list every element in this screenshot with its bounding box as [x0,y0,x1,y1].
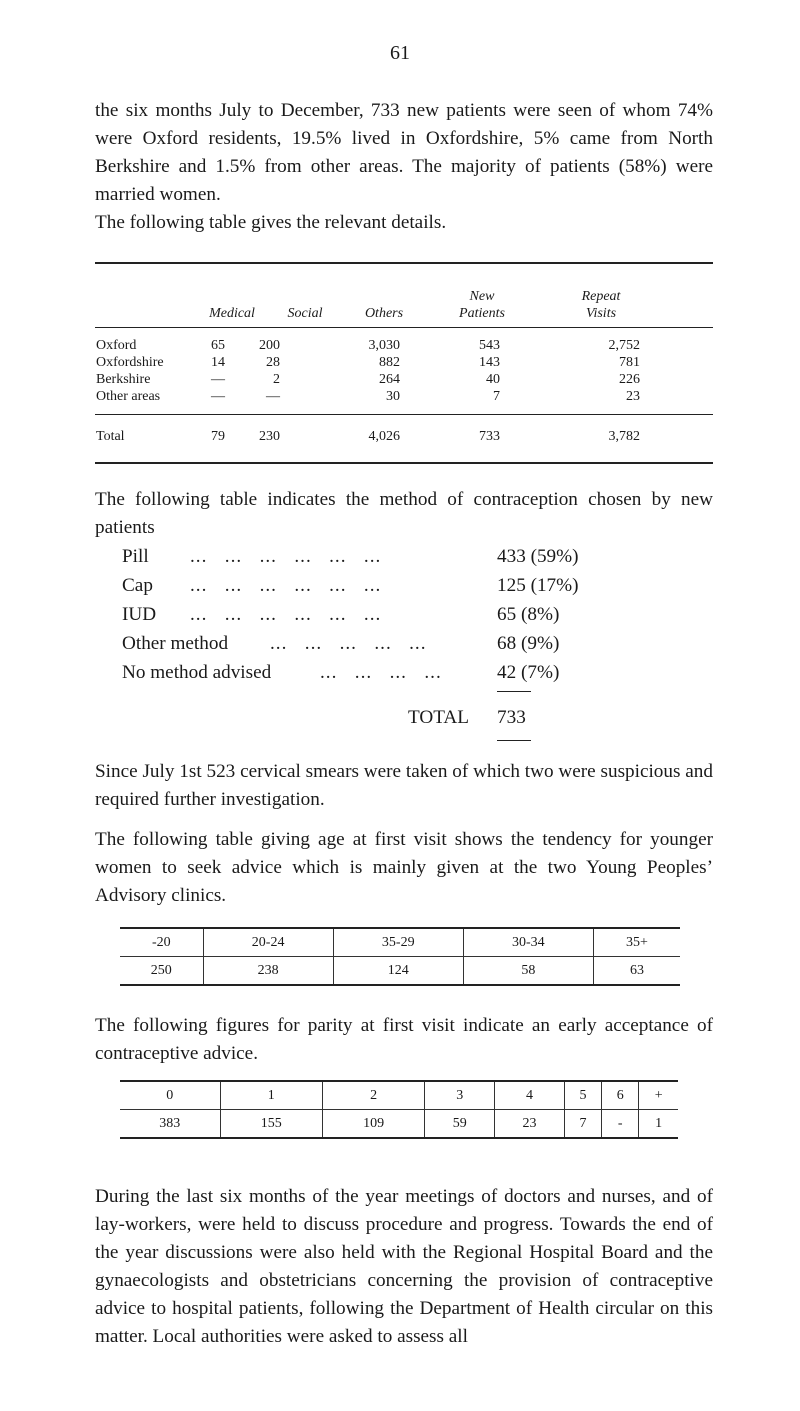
parity-header: 5 [564,1081,601,1110]
row-area: Other areas [96,389,161,404]
age-header: 35-29 [333,928,463,957]
method-value: 433 (59%) [497,546,579,567]
meetings-paragraph: During the last six months of the year meetings of doctors and nurses, and of lay-workers, were held to discuss procedure and progress. Towards the end of the year discussions were also held with the Regional Hospital Board and the gynaecologists and obstetricians concerning the provision of contraceptive advice to hospital patients, following the Department of Health circular on this matter. Local authorities were asked to assess all [95,1186,713,1347]
parity-header: 4 [495,1081,565,1110]
leader-dots: ... ... ... ... ... [270,633,427,654]
row-social: 28 [266,355,280,370]
parity-header: 1 [220,1081,322,1110]
table-row [120,957,680,986]
row-medical: 14 [211,355,225,370]
parity-header: 2 [322,1081,424,1110]
total-medical: 79 [211,429,225,444]
row-medical: 65 [211,338,225,353]
row-social: 200 [259,338,280,353]
row-new: 543 [479,338,500,353]
age-table [120,927,680,986]
row-others: 264 [379,372,400,387]
leader-dots: ... ... ... ... [320,662,442,683]
smears-paragraph: Since July 1st 523 cervical smears were taken of which two were suspicious and required further investigation. [95,761,713,810]
method-label: Other method [122,633,229,654]
methods-total-label: TOTAL [408,707,469,728]
parity-intro-paragraph: The following figures for parity at first visit indicate an early acceptance of contraceptive advice. [95,1015,713,1064]
table-row [120,928,680,957]
total-repeat: 3,782 [608,429,640,444]
leader-dots: ... ... ... ... ... ... [190,575,382,596]
age-value: 250 [120,957,203,986]
header-patients: Patients [459,306,505,321]
age-value: 238 [203,957,333,986]
row-area: Oxfordshire [96,355,164,370]
parity-header: 3 [425,1081,495,1110]
parity-value: 23 [495,1110,565,1139]
parity-value: 383 [120,1110,220,1139]
total-new: 733 [479,429,500,444]
method-value: 68 (9%) [497,633,560,654]
row-repeat: 226 [619,372,640,387]
row-repeat: 2,752 [608,338,640,353]
row-repeat: 781 [619,355,640,370]
parity-header: 6 [602,1081,639,1110]
header-repeat: Repeat [581,289,621,304]
table-intro-paragraph: The following table gives the relevant details. [95,212,447,233]
age-value: 124 [333,957,463,986]
header-social: Social [287,306,323,321]
leader-dots: ... ... ... ... ... ... [190,604,382,625]
methods-total-value: 733 [497,707,526,728]
table-bottom-rule [95,462,713,464]
age-header: -20 [120,928,203,957]
total-label: Total [96,429,125,444]
row-new: 40 [486,372,500,387]
parity-value: 59 [425,1110,495,1139]
table-row [120,1110,678,1139]
age-header: 30-34 [463,928,593,957]
method-value: 125 (17%) [497,575,579,596]
method-value: 65 (8%) [497,604,560,625]
row-new: 7 [493,389,500,404]
method-value: 42 (7%) [497,662,560,683]
page-number: 61 [390,42,410,64]
header-new: New [469,289,495,304]
row-others: 882 [379,355,400,370]
age-header: 35+ [593,928,680,957]
age-value: 63 [593,957,680,986]
method-label: Pill [122,546,149,567]
header-rule [95,327,713,328]
method-label: IUD [122,604,157,625]
age-intro-paragraph: The following table giving age at first visit shows the tendency for younger women to seek advice which is mainly given at the two Young Peoples’ Advisory clinics. [95,829,713,906]
header-visits: Visits [585,306,617,321]
table-top-rule [95,262,713,264]
row-social: — [266,389,280,404]
total-under-rule [497,740,531,741]
row-area: Berkshire [96,372,151,387]
row-medical: — [211,389,225,404]
age-header: 20-24 [203,928,333,957]
parity-header: + [639,1081,678,1110]
age-value: 58 [463,957,593,986]
parity-value: 155 [220,1110,322,1139]
row-others: 30 [386,389,400,404]
leader-dots: ... ... ... ... ... ... [190,546,382,567]
parity-table [120,1080,678,1139]
total-social: 230 [259,429,280,444]
row-new: 143 [479,355,500,370]
row-others: 3,030 [368,338,400,353]
row-social: 2 [273,372,280,387]
parity-value: 109 [322,1110,424,1139]
header-others: Others [364,306,404,321]
intro-paragraph: the six months July to December, 733 new patients were seen of whom 74% were Oxford residents, 19.5% lived in Oxfordshire, 5% came from North Berkshire and 1.5% from other areas. The majority of patients (58%) were married women. [95,100,713,205]
total-over-rule [497,691,531,692]
parity-header: 0 [120,1081,220,1110]
row-area: Oxford [96,338,137,353]
methods-intro-paragraph: The following table indicates the method of contraception chosen by new patients [95,489,713,538]
parity-value: 1 [639,1110,678,1139]
header-medical: Medical [209,306,255,321]
total-rule [95,414,713,415]
table-row [120,1081,678,1110]
total-others: 4,026 [368,429,400,444]
parity-value: - [602,1110,639,1139]
row-medical: — [211,372,225,387]
parity-value: 7 [564,1110,601,1139]
row-repeat: 23 [626,389,640,404]
method-label: No method advised [122,662,272,683]
method-label: Cap [122,575,153,596]
